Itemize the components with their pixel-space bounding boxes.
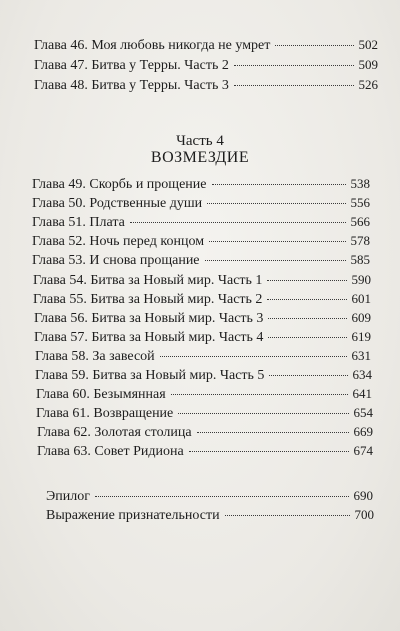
toc-entry-page: 634	[352, 367, 372, 382]
toc-entry-58	[35, 348, 371, 365]
toc-entry-page: 601	[351, 291, 371, 306]
toc-entry-title: Глава 48. Битва у Терры. Часть 3	[34, 78, 229, 93]
toc-entry-52	[32, 233, 370, 250]
toc-entry-page: 654	[353, 405, 373, 420]
dot-leader	[189, 451, 349, 452]
dot-leader	[130, 222, 346, 223]
toc-entry-47	[34, 57, 378, 74]
toc-entry-page: 609	[351, 310, 371, 325]
toc-entry-51	[32, 214, 370, 231]
toc-entry-63	[37, 443, 373, 460]
toc-entry-title: Глава 58. За завесой	[35, 349, 155, 364]
part-title: ВОЗМЕЗДИЕ	[150, 149, 250, 166]
toc-entry-title: Глава 57. Битва за Новый мир. Часть 4	[34, 330, 264, 345]
dot-leader	[207, 203, 345, 204]
dot-leader	[205, 260, 346, 261]
toc-entry-page: 566	[350, 214, 370, 229]
toc-entry-page: 641	[352, 386, 372, 401]
dot-leader	[171, 394, 348, 395]
toc-entry-49	[32, 176, 370, 193]
toc-entry-page: 509	[358, 57, 378, 72]
toc-entry-page: 538	[350, 176, 370, 191]
toc-entry-page: 502	[358, 37, 378, 52]
toc-entry-48	[34, 77, 378, 94]
toc-entry-57	[34, 329, 371, 346]
toc-entry-page: 700	[354, 507, 374, 522]
dot-leader	[234, 85, 354, 86]
toc-entry-title: Глава 55. Битва за Новый мир. Часть 2	[33, 292, 263, 307]
dot-leader	[269, 375, 347, 376]
dot-leader	[197, 432, 349, 433]
toc-entry-page: 556	[350, 195, 370, 210]
toc-entry-page: 590	[351, 272, 371, 287]
toc-entry-title: Выражение признательности	[46, 508, 220, 523]
dot-leader	[178, 413, 348, 414]
toc-entry-title: Глава 53. И снова прощание	[32, 253, 200, 268]
toc-entry-46	[34, 37, 378, 54]
toc-entry-page: 669	[353, 424, 373, 439]
toc-entry-59	[35, 367, 372, 384]
toc-entry-62	[37, 424, 373, 441]
toc-entry-50	[32, 195, 370, 212]
toc-entry-55	[33, 291, 371, 308]
toc-entry-title: Глава 51. Плата	[32, 215, 125, 230]
toc-entry-60	[36, 386, 372, 403]
dot-leader	[160, 356, 347, 357]
toc-entry-title: Эпилог	[46, 489, 90, 504]
toc-entry-title: Глава 49. Скорбь и прощение	[32, 177, 207, 192]
toc-entry-53	[32, 252, 370, 269]
toc-entry-title: Глава 52. Ночь перед концом	[32, 234, 205, 249]
toc-entry-page: 690	[353, 488, 373, 503]
toc-entry-page: 674	[353, 443, 373, 458]
toc-entry-title: Глава 50. Родственные души	[32, 196, 203, 211]
toc-entry-acknowledgements	[46, 507, 374, 524]
toc-entry-title: Глава 46. Моя любовь никогда не умрет	[34, 38, 271, 53]
toc-entry-epilogue	[46, 488, 373, 505]
toc-entry-54	[33, 272, 371, 289]
toc-entry-61	[36, 405, 373, 422]
toc-entry-title: Глава 63. Совет Ридиона	[37, 444, 184, 459]
part-label: Часть 4	[176, 133, 224, 149]
dot-leader	[268, 337, 346, 338]
toc-entry-page: 526	[358, 77, 378, 92]
dot-leader	[275, 45, 353, 46]
toc-entry-56	[34, 310, 371, 327]
dot-leader	[212, 184, 346, 185]
dot-leader	[234, 65, 354, 66]
toc-entry-title: Глава 56. Битва за Новый мир. Часть 3	[34, 311, 264, 326]
dot-leader	[268, 318, 346, 319]
toc-entry-title: Глава 60. Безымянная	[36, 387, 166, 402]
dot-leader	[209, 241, 345, 242]
toc-entry-page: 619	[351, 329, 371, 344]
dot-leader	[225, 515, 350, 516]
toc-entry-title: Глава 59. Битва за Новый мир. Часть 5	[35, 368, 265, 383]
toc-entry-title: Глава 62. Золотая столица	[37, 425, 192, 440]
toc-entry-title: Глава 61. Возвращение	[36, 406, 174, 421]
toc-entry-page: 585	[350, 252, 370, 267]
toc-entry-page: 631	[351, 348, 371, 363]
dot-leader	[95, 496, 349, 497]
dot-leader	[267, 299, 346, 300]
toc-entry-page: 578	[350, 233, 370, 248]
toc-entry-title: Глава 47. Битва у Терры. Часть 2	[34, 58, 229, 73]
toc-entry-title: Глава 54. Битва за Новый мир. Часть 1	[33, 273, 263, 288]
dot-leader	[267, 280, 346, 281]
